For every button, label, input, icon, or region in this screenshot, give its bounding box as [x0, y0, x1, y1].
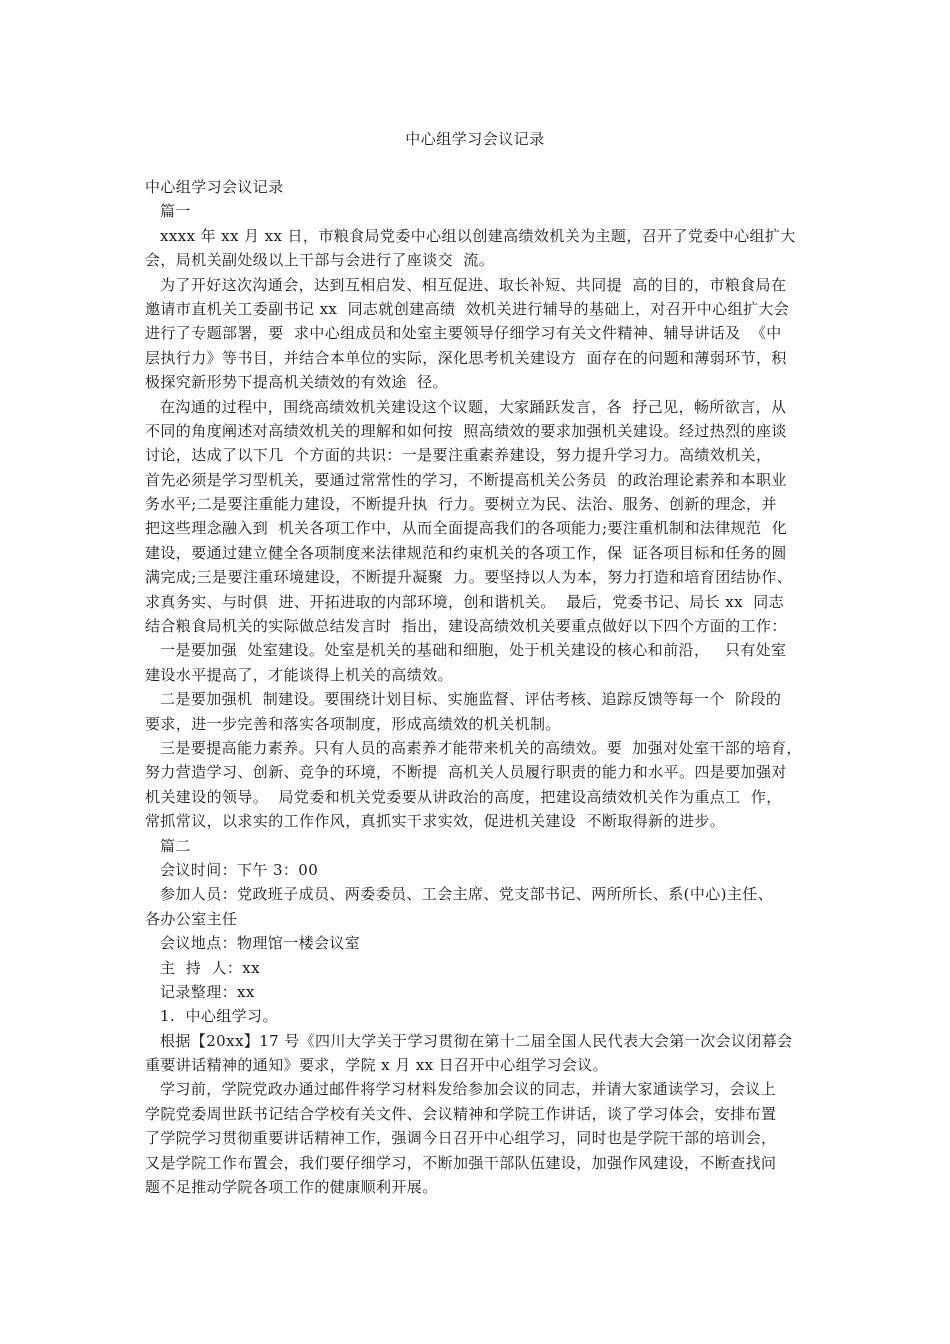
text-line: 进行了专题部署，要 求中心组成员和处室主要领导仔细学习有关文件精神、辅导讲话及 《中 — [145, 324, 782, 343]
text-line: 务水平;二是要注重能力建设，不断提升执 行力。要树立为民、法治、服务、创新的理念，并 — [145, 495, 777, 514]
text-line: 三是要提高能力素养。只有人员的高素养才能带来机关的高绩效。要 加强对处室干部的培育， — [160, 738, 802, 757]
document-title: 中心组学习会议记录 — [405, 130, 545, 148]
text-line: 各办公室主任 — [145, 909, 238, 928]
text-line: 中心组学习会议记录 — [145, 178, 284, 196]
text-line: 又是学院工作布置会，我们要仔细学习，不断加强干部队伍建设，加强作风建设，不断查找问 — [145, 1153, 777, 1172]
text-line: 常抓常议，以求实的工作作风，真抓实干求实效，促进机关建设 不断取得新的进步。 — [145, 812, 726, 831]
text-line: 把这些理念融入到 机关各项工作中，从而全面提高我们的各项能力;要注重机制和法律规范 化 — [145, 519, 788, 538]
text-line: 篇二 — [160, 836, 191, 855]
text-line: 篇一 — [160, 202, 191, 221]
text-line: 要求，进一步完善和落实各项制度，形成高绩效的机关机制。 — [145, 714, 561, 733]
text-line: 二是要加强机 制建设。要围绕计划目标、实施监督、评估考核、追踪反馈等每一个 阶段的 — [160, 690, 782, 709]
text-line: 根据【20xx】17 号《四川大学关于学习贯彻在第十二届全国人民代表大会第一次会议闭幕会 — [160, 1031, 793, 1050]
text-line: 邀请市直机关工委副书记 xx 同志就创建高绩 效机关进行辅导的基础上，对召开中心组扩大会 — [145, 299, 790, 318]
text-line: 一是要加强 处室建设。处室是机关的基础和细胞，处于机关建设的核心和前沿， 只有处室 — [160, 641, 787, 660]
text-line: 重要讲话精神的通知》要求，学院 x 月 xx 日召开中心组学习会议。 — [145, 1056, 609, 1075]
text-line: 为了开好这次沟通会，达到互相启发、相互促进、取长补短、共同提 高的目的，市粮食局在 — [160, 275, 787, 294]
text-line: 求真务实、与时俱 进、开拓进取的内部环境，创和谐机关。 最后，党委书记、局长 xx 同志 — [145, 592, 785, 611]
text-line: 题不足推动学院各项工作的健康顺利开展。 — [145, 1178, 438, 1197]
text-line: 建设水平提高了，才能谈得上机关的高绩效。 — [145, 665, 454, 684]
text-line: 努力营造学习、创新、竞争的环境，不断提 高机关人员履行职责的能力和水平。四是要加强对 — [145, 763, 787, 782]
document-body — [145, 175, 810, 1199]
text-line: 主 持 人：xx — [160, 958, 260, 977]
text-line: 会议地点：物理馆一楼会议室 — [160, 934, 361, 953]
text-line: 记录整理：xx — [160, 982, 255, 1001]
text-line: 学习前，学院党政办通过邮件将学习材料发给参加会议的同志，并请大家通读学习，会议上 — [160, 1080, 777, 1099]
text-line: 不同的角度阐述对高绩效机关的理解和如何按 照高绩效的要求加强机关建设。经过热烈的座谈 — [145, 421, 787, 440]
text-line: 讨论，达成了以下几 个方面的共识：一是要注重素养建设，努力提升学习力。高绩效机关， — [145, 446, 772, 465]
text-line: 机关建设的领导。 局党委和机关党委要从讲政治的高度，把建设高绩效机关作为重点工 作， — [145, 787, 782, 806]
text-line: 在沟通的过程中，围绕高绩效机关建设这个议题，大家踊跃发言，各 抒己见，畅所欲言，从 — [160, 397, 787, 416]
text-line: 1. 中心组学习。 — [160, 1007, 278, 1026]
text-line: 学院党委周世跃书记结合学校有关文件、会议精神和学院工作讲话，谈了学习体会，安排布置 — [145, 1104, 777, 1123]
text-line: 建设，要通过建立健全各项制度来法律规范和约束机关的各项工作，保 证各项目标和任务的圆 — [145, 543, 787, 562]
text-line: 首先必须是学习型机关，要通过常常性的学习，不断提高机关公务员 的政治理论素养和本职业 — [145, 470, 787, 489]
text-line: 满完成;三是要注重环境建设，不断提升凝聚 力。要坚持以人为本，努力打造和培育团结协作、 — [145, 568, 793, 587]
text-line: 层执行力》等书目，并结合本单位的实际，深化思考机关建设方 面存在的问题和薄弱环节，积 — [145, 348, 787, 367]
text-line: 了学院学习贯彻重要讲话精神工作，强调今日召开中心组学习，同时也是学院干部的培训会， — [145, 1129, 777, 1148]
text-line: 会议时间：下午 3：00 — [160, 860, 319, 879]
text-line: 结合粮食局机关的实际做总结发言时 指出，建设高绩效机关要重点做好以下四个方面的工作： — [145, 617, 787, 636]
text-line: 参加人员：党政班子成员、两委委员、工会主席、党支部书记、两所所长、系(中心)主任、 — [160, 885, 774, 904]
text-line: 极探究新形势下提高机关绩效的有效途 径。 — [145, 373, 448, 392]
text-line: 会，局机关副处级以上干部与会进行了座谈交 流。 — [145, 251, 495, 270]
text-line: xxxx 年 xx 月 xx 日，市粮食局党委中心组以创建高绩效机关为主题，召开了党委中心组扩大 — [160, 226, 796, 245]
